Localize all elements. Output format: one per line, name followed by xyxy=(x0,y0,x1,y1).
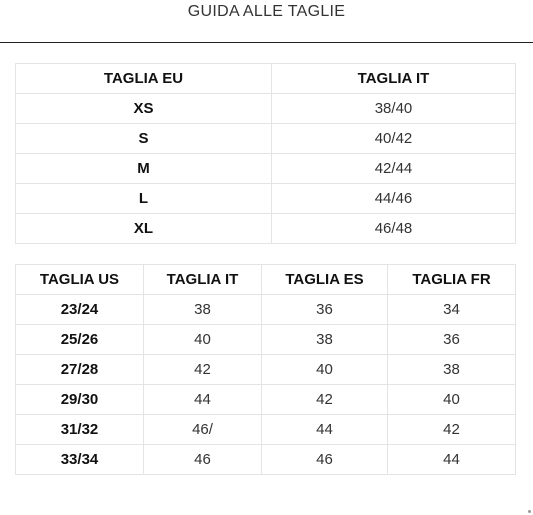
fr-size-cell: 42 xyxy=(388,415,516,445)
us-size-cell: 25/26 xyxy=(16,325,144,355)
table-row xyxy=(16,154,516,184)
es-size-cell: 42 xyxy=(262,385,388,415)
size-label: M xyxy=(16,154,272,184)
table-row xyxy=(16,385,516,415)
table-row xyxy=(16,214,516,244)
es-size-cell: 36 xyxy=(262,295,388,325)
table-row xyxy=(16,295,516,325)
table-header-row xyxy=(16,64,516,94)
fr-size-cell: 36 xyxy=(388,325,516,355)
table-row xyxy=(16,325,516,355)
es-size-cell: 38 xyxy=(262,325,388,355)
fr-size-cell: 44 xyxy=(388,445,516,475)
table-row xyxy=(16,445,516,475)
size-value: 44/46 xyxy=(272,184,516,214)
it-size-cell: 44 xyxy=(144,385,262,415)
table-row xyxy=(16,415,516,445)
size-label: XS xyxy=(16,94,272,124)
us-size-table xyxy=(15,264,516,475)
table-row xyxy=(16,94,516,124)
table-row xyxy=(16,355,516,385)
it-size-cell: 42 xyxy=(144,355,262,385)
header-taglia-eu: TAGLIA EU xyxy=(16,64,272,94)
header-taglia-fr: TAGLIA FR xyxy=(388,265,516,295)
us-size-cell: 23/24 xyxy=(16,295,144,325)
it-size-cell: 40 xyxy=(144,325,262,355)
eu-size-table xyxy=(15,63,516,244)
size-label: L xyxy=(16,184,272,214)
es-size-cell: 46 xyxy=(262,445,388,475)
fr-size-cell: 34 xyxy=(388,295,516,325)
header-taglia-us: TAGLIA US xyxy=(16,265,144,295)
table-row xyxy=(16,184,516,214)
it-size-cell: 38 xyxy=(144,295,262,325)
size-label: XL xyxy=(16,214,272,244)
corner-dot xyxy=(528,510,531,513)
it-size-cell: 46/ xyxy=(144,415,262,445)
size-value: 40/42 xyxy=(272,124,516,154)
page-title: GUIDA ALLE TAGLIE xyxy=(187,3,346,20)
es-size-cell: 40 xyxy=(262,355,388,385)
size-label: S xyxy=(16,124,272,154)
header-taglia-it: TAGLIA IT xyxy=(144,265,262,295)
header-taglia-it: TAGLIA IT xyxy=(272,64,516,94)
us-size-cell: 29/30 xyxy=(16,385,144,415)
header-taglia-es: TAGLIA ES xyxy=(262,265,388,295)
title-divider xyxy=(0,42,533,43)
us-size-cell: 31/32 xyxy=(16,415,144,445)
fr-size-cell: 40 xyxy=(388,385,516,415)
fr-size-cell: 38 xyxy=(388,355,516,385)
es-size-cell: 44 xyxy=(262,415,388,445)
us-size-cell: 33/34 xyxy=(16,445,144,475)
size-value: 42/44 xyxy=(272,154,516,184)
size-value: 38/40 xyxy=(272,94,516,124)
size-value: 46/48 xyxy=(272,214,516,244)
table-row xyxy=(16,124,516,154)
table-header-row xyxy=(16,265,516,295)
it-size-cell: 46 xyxy=(144,445,262,475)
us-size-cell: 27/28 xyxy=(16,355,144,385)
